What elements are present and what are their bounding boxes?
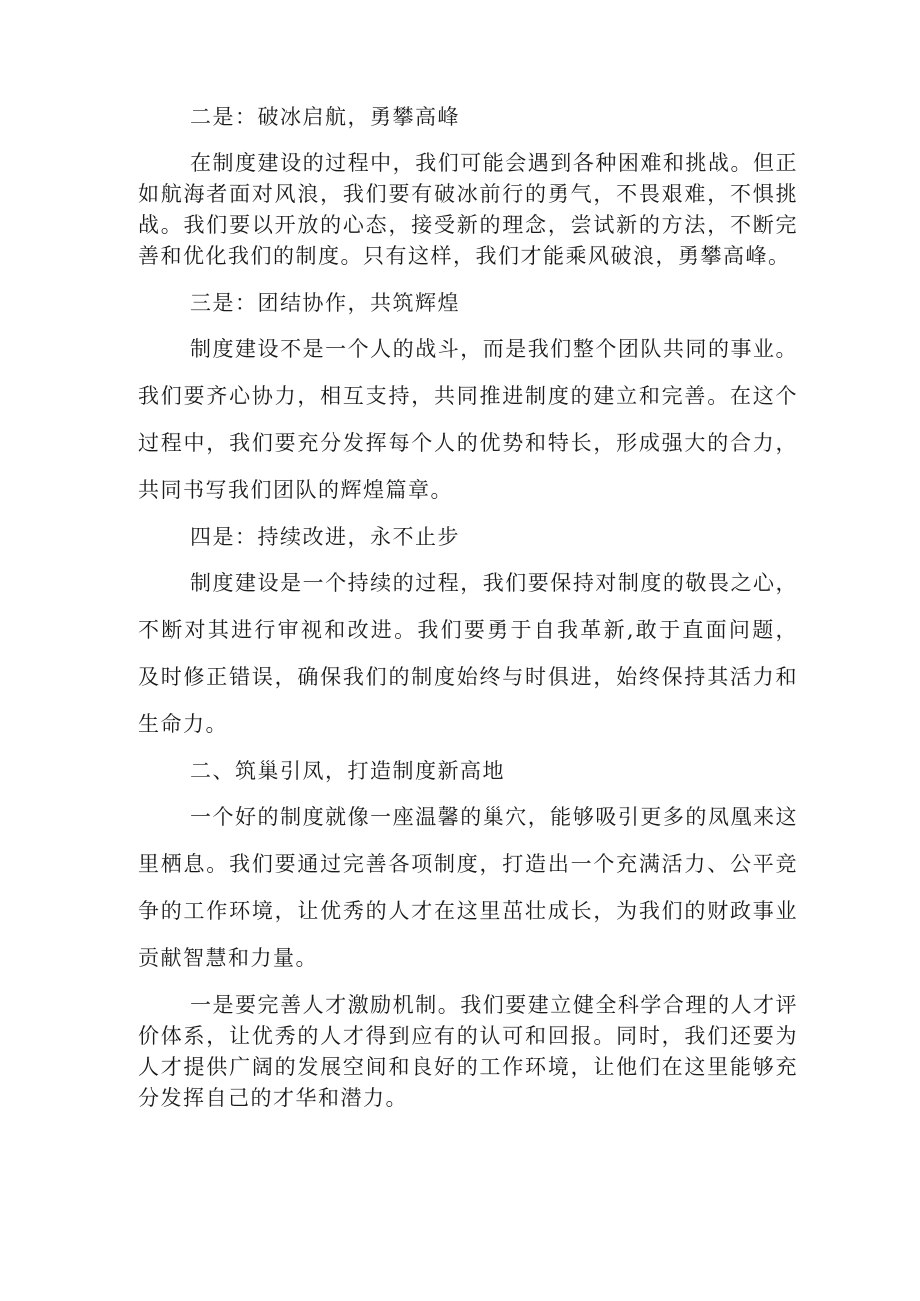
- section-heading-build-nest: 二、筑巢引凤，打造制度新高地: [190, 759, 505, 783]
- document-page: [138, 94, 798, 1122]
- paragraph-continuous-improvement: 制度建设是一个持续的过程，我们要保持对制度的敬畏之心，不断对其进行审视和改进。我们要勇于自我革新,敢于直面问题，及时修正错误，确保我们的制度始终与时俱进，始终保持其活力和生命力。: [138, 571, 798, 736]
- paragraph-talent-incentive: 一是要完善人才激励机制。我们要建立健全科学合理的人才评价体系，让优秀的人才得到应有的认可和回报。同时，我们还要为人才提供广阔的发展空间和良好的工作环境，让他们在这里能够充分发挥自己的才华和潜力。: [138, 993, 798, 1110]
- paragraph-teamwork: 制度建设不是一个人的战斗，而是我们整个团队共同的事业。我们要齐心协力，相互支持，共同推进制度的建立和完善。在这个过程中，我们要充分发挥每个人的优势和特长，形成强大的合力，共同书写我们团队的辉煌篇章。: [138, 337, 798, 502]
- section-heading-continuous-improvement: 四是：持续改进，永不止步: [190, 525, 460, 549]
- section-heading-breaking-ice: 二是：破冰启航，勇攀高峰: [190, 105, 460, 129]
- paragraph-breaking-ice: 在制度建设的过程中，我们可能会遇到各种困难和挑战。但正如航海者面对风浪，我们要有破冰前行的勇气，不畏艰难，不惧挑战。我们要以开放的心态，接受新的理念，尝试新的方法，不断完善和优化我们的制度。只有这样，我们才能乘风破浪，勇攀高峰。: [138, 151, 798, 268]
- paragraph-build-nest: 一个好的制度就像一座温馨的巢穴，能够吸引更多的凤凰来这里栖息。我们要通过完善各项制度，打造出一个充满活力、公平竞争的工作环境，让优秀的人才在这里茁壮成长，为我们的财政事业贡献智慧和力量。: [138, 805, 798, 970]
- section-heading-teamwork: 三是：团结协作，共筑辉煌: [190, 291, 460, 315]
